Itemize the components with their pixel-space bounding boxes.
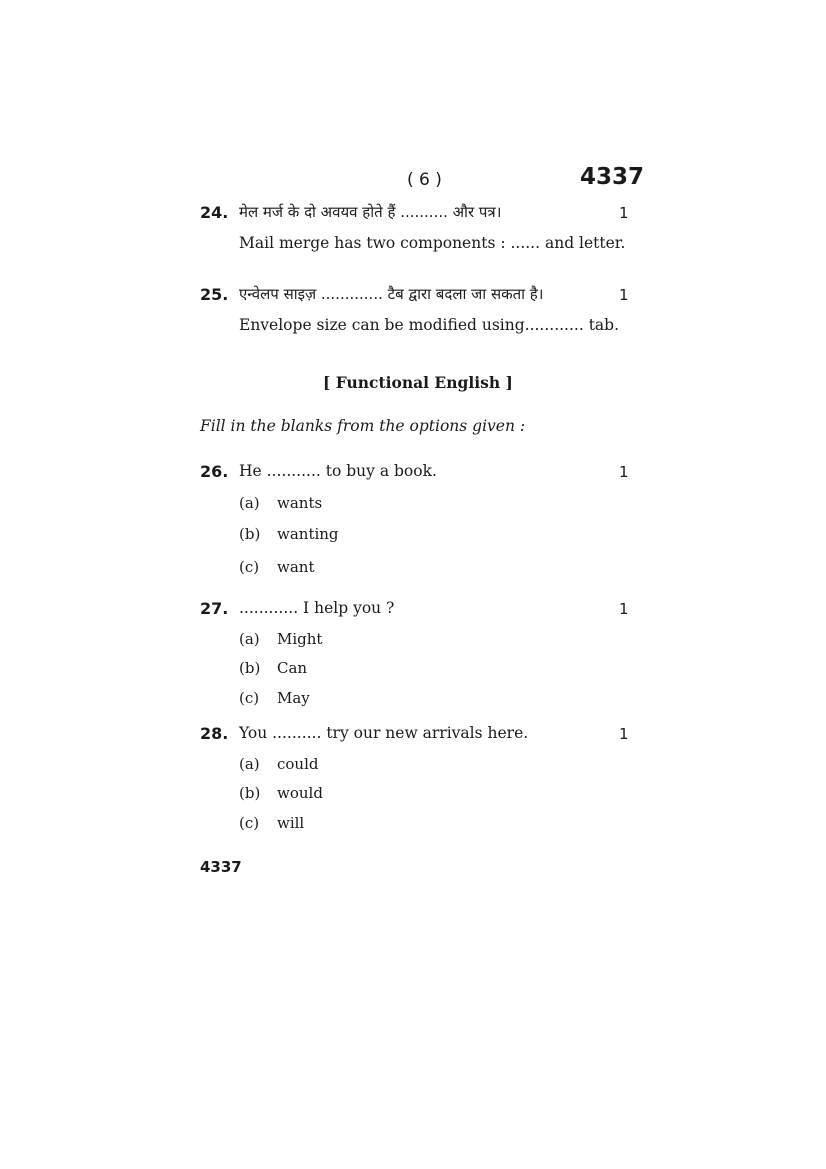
- question-25-marks: 1: [619, 286, 629, 304]
- option-text: will: [277, 814, 305, 832]
- option-label: (b): [239, 525, 261, 543]
- option-text: wants: [277, 494, 323, 512]
- option-label: (a): [239, 630, 260, 648]
- option-label: (a): [239, 494, 260, 512]
- question-26-marks: 1: [619, 463, 629, 481]
- question-26-text: He ........... to buy a book.: [239, 462, 437, 480]
- question-number-25: 25.: [200, 285, 229, 304]
- question-number-26: 26.: [200, 462, 229, 481]
- question-24-hindi: मेल मर्ज के दो अवयव होते हैं .......... और पत्र।: [239, 203, 502, 221]
- option-label: (a): [239, 755, 260, 773]
- option-26-a: [239, 494, 322, 512]
- paper-code-footer: 4337: [200, 858, 242, 876]
- section-instruction: Fill in the blanks from the options given :: [200, 417, 526, 435]
- option-text: want: [277, 558, 315, 576]
- option-text: May: [277, 689, 310, 707]
- option-text: Might: [277, 630, 323, 648]
- section-title: [ Functional English ]: [323, 373, 513, 392]
- option-28-c: [239, 814, 304, 832]
- option-label: (c): [239, 689, 260, 707]
- option-text: wanting: [277, 525, 339, 543]
- question-25-hindi: एन्वेलप साइज़ ............. टैब द्वारा बदला जा सकता है।: [239, 285, 544, 303]
- question-24-marks: 1: [619, 204, 629, 222]
- question-28-marks: 1: [619, 725, 629, 743]
- question-27-marks: 1: [619, 600, 629, 618]
- question-number-27: 27.: [200, 599, 229, 618]
- question-27-text: ............ I help you ?: [239, 599, 395, 617]
- question-number-28: 28.: [200, 724, 229, 743]
- option-27-c: [239, 689, 310, 707]
- option-text: would: [277, 784, 323, 802]
- option-28-a: [239, 755, 319, 773]
- question-number-24: 24.: [200, 203, 229, 222]
- option-26-b: [239, 525, 339, 543]
- option-26-c: [239, 558, 314, 576]
- option-label: (b): [239, 784, 261, 802]
- option-27-b: [239, 659, 307, 677]
- option-label: (c): [239, 558, 260, 576]
- question-25-english: Envelope size can be modified using............ tab.: [239, 316, 620, 334]
- option-28-b: [239, 784, 323, 802]
- paper-code-header: 4337: [580, 164, 645, 190]
- option-label: (b): [239, 659, 261, 677]
- question-24-english: Mail merge has two components : ...... and letter.: [239, 234, 626, 252]
- question-28-text: You .......... try our new arrivals here.: [239, 724, 529, 742]
- page-number: ( 6 ): [407, 170, 442, 190]
- option-label: (c): [239, 814, 260, 832]
- option-text: could: [277, 755, 319, 773]
- option-text: Can: [277, 659, 308, 677]
- option-27-a: [239, 630, 322, 648]
